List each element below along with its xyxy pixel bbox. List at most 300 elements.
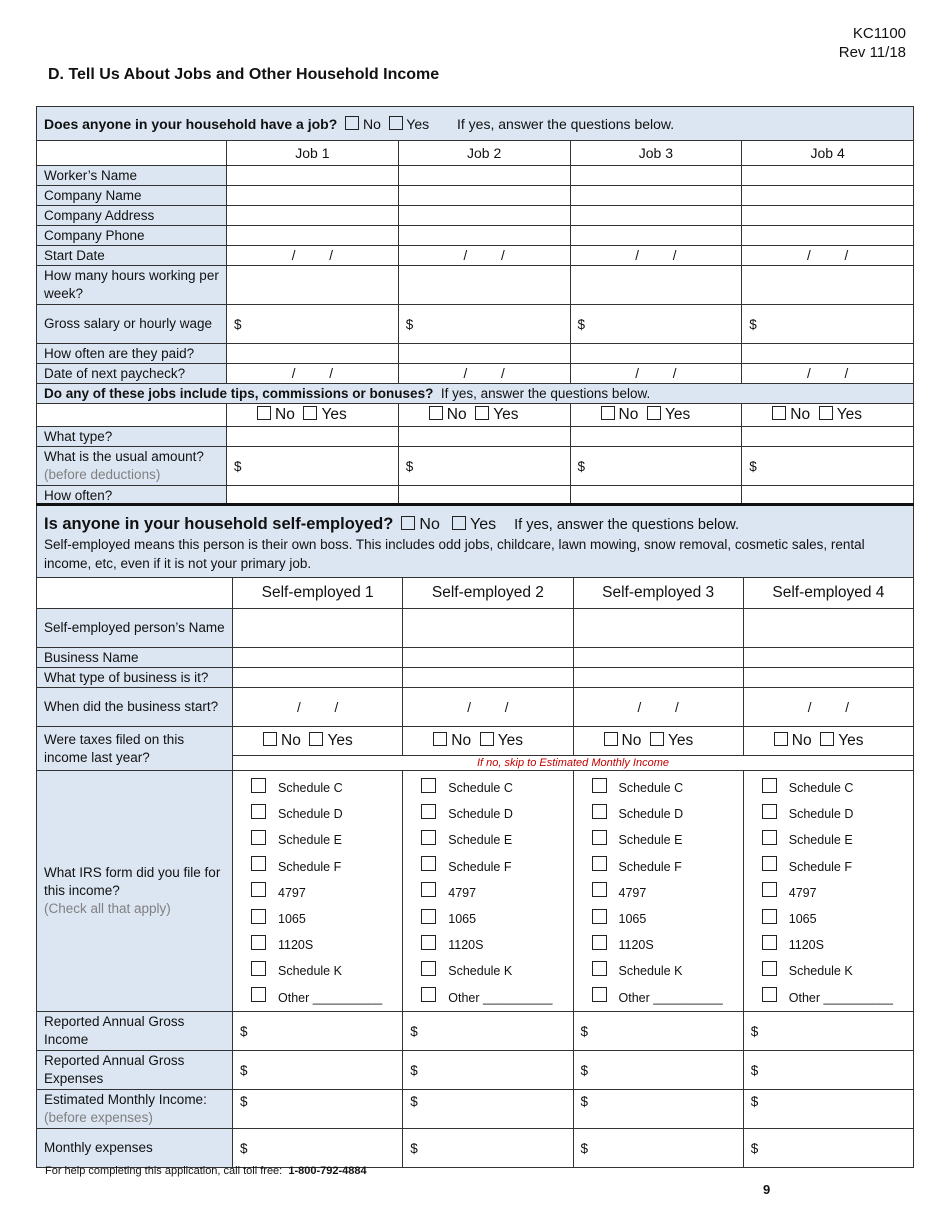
irs-option-checkbox[interactable]: [592, 830, 607, 845]
jobs-no-checkbox[interactable]: [345, 116, 359, 130]
self-employed-question-line: [44, 515, 906, 534]
se-business-name-field[interactable]: [233, 648, 403, 668]
gross-wage-field[interactable]: $: [227, 305, 399, 344]
tips-amount-label: What is the usual amount?: [44, 449, 204, 464]
irs-option: [762, 801, 906, 827]
irs-option-label: Other __________: [448, 990, 553, 1005]
se-irs-options-cell: [743, 771, 913, 1012]
irs-option: [762, 958, 906, 984]
irs-option: [762, 906, 906, 932]
next-paycheck-field[interactable]: / /: [227, 364, 399, 384]
se-taxes-no-checkbox[interactable]: [263, 732, 277, 746]
se-taxes-row: [37, 727, 914, 756]
se-person-name-field[interactable]: [573, 609, 743, 648]
se-annual-income-field[interactable]: $: [403, 1012, 573, 1051]
tips-yes-checkbox[interactable]: [303, 406, 317, 420]
irs-option-label: 4797: [618, 885, 647, 900]
se-irs-options-cell: [233, 771, 403, 1012]
irs-option-label: Other __________: [278, 990, 383, 1005]
irs-option: [251, 854, 395, 880]
irs-option-label: Schedule E: [788, 833, 853, 848]
footer-phone: 1-800-792-4884: [288, 1165, 367, 1177]
se-taxes-yes-label: Yes: [327, 732, 353, 749]
se-monthly-expenses-field[interactable]: $: [403, 1129, 573, 1168]
se-header-blank: [37, 578, 233, 609]
irs-option: [592, 827, 736, 853]
se-business-name-label: Business Name: [37, 648, 233, 668]
tips-amount-note: (before deductions): [44, 467, 161, 482]
se-taxes-yes-checkbox[interactable]: [480, 732, 494, 746]
tips-amount-field[interactable]: $: [742, 447, 914, 486]
se-business-start-field[interactable]: / /: [743, 688, 913, 727]
irs-option-label: Schedule E: [448, 833, 513, 848]
worker-name-row: [37, 166, 914, 186]
self-employed-no-label: No: [419, 515, 440, 533]
irs-option-label: Schedule F: [448, 859, 512, 874]
irs-option-checkbox[interactable]: [421, 961, 436, 976]
company-name-field[interactable]: [227, 186, 399, 206]
footer-help-text: For help completing this application, call toll free:: [45, 1165, 283, 1177]
hours-field[interactable]: [227, 266, 399, 305]
irs-option: [251, 775, 395, 801]
company-name-label: Company Name: [37, 186, 227, 206]
form-revision: Rev 11/18: [838, 44, 906, 61]
tips-no-checkbox[interactable]: [429, 406, 443, 420]
irs-option-checkbox[interactable]: [251, 856, 266, 871]
tips-no-label: No: [618, 406, 639, 423]
irs-option: [421, 958, 565, 984]
irs-option-checkbox[interactable]: [251, 778, 266, 793]
tips-yes-label: Yes: [664, 406, 691, 423]
company-phone-field[interactable]: [742, 226, 914, 246]
jobs-no-label: No: [362, 115, 381, 132]
irs-option-label: Schedule F: [788, 859, 852, 874]
irs-option-label: Schedule E: [278, 833, 342, 848]
se-monthly-income-label-cell: [37, 1090, 233, 1129]
worker-name-field[interactable]: [742, 166, 914, 186]
se-irs-form-note: (Check all that apply): [44, 901, 171, 916]
start-date-field[interactable]: / /: [570, 246, 742, 266]
jobs-instruction: If yes, answer the questions below.: [457, 115, 675, 132]
tips-noyes-blank: [37, 404, 227, 427]
irs-option: [592, 906, 736, 932]
gross-wage-field[interactable]: $: [570, 305, 742, 344]
irs-option-checkbox[interactable]: [762, 778, 777, 793]
tips-question-row: [37, 384, 914, 404]
worker-name-field[interactable]: [227, 166, 399, 186]
irs-option-checkbox[interactable]: [251, 830, 266, 845]
se-business-start-field[interactable]: / /: [403, 688, 573, 727]
tips-amount-field[interactable]: $: [570, 447, 742, 486]
tips-question: Do any of these jobs include tips, commissions or bonuses?: [44, 386, 434, 401]
irs-option: [592, 985, 736, 1011]
se-taxes-no-label: No: [281, 732, 301, 749]
irs-option-label: Schedule E: [618, 833, 683, 848]
se-person-name-field[interactable]: [403, 609, 573, 648]
se-business-name-field[interactable]: [743, 648, 913, 668]
se-business-name-field[interactable]: [573, 648, 743, 668]
irs-option: [421, 854, 565, 880]
form-code-block: [839, 24, 906, 62]
se-monthly-income-field[interactable]: $: [573, 1090, 743, 1129]
se-business-type-field[interactable]: [573, 668, 743, 688]
job-2-header: Job 2: [398, 141, 570, 166]
irs-option-checkbox[interactable]: [421, 856, 436, 871]
tips-type-field[interactable]: [742, 427, 914, 447]
pay-frequency-label: How often are they paid?: [37, 344, 227, 364]
worker-name-field[interactable]: [570, 166, 742, 186]
irs-option-checkbox[interactable]: [421, 987, 436, 1002]
irs-option: [421, 880, 565, 906]
tips-instruction: If yes, answer the questions below.: [440, 386, 651, 401]
irs-option-checkbox[interactable]: [421, 804, 436, 819]
irs-option-label: Schedule D: [278, 807, 343, 822]
irs-option-label: 1065: [618, 912, 647, 927]
se-monthly-expenses-row: [37, 1129, 914, 1168]
self-employed-no-checkbox[interactable]: [401, 516, 415, 530]
next-paycheck-field[interactable]: / /: [570, 364, 742, 384]
irs-option-checkbox[interactable]: [251, 961, 266, 976]
se-business-type-field[interactable]: [403, 668, 573, 688]
se-business-name-field[interactable]: [403, 648, 573, 668]
irs-option-checkbox[interactable]: [592, 804, 607, 819]
irs-option-label: 1120S: [618, 938, 654, 953]
company-phone-row: [37, 226, 914, 246]
tips-noyes-row: [37, 404, 914, 427]
se-taxes-no-label: No: [621, 732, 642, 749]
company-name-row: [37, 186, 914, 206]
company-phone-label: Company Phone: [37, 226, 227, 246]
irs-option-checkbox[interactable]: [762, 909, 777, 924]
irs-option-label: Schedule K: [448, 964, 513, 979]
se-taxes-no-checkbox[interactable]: [433, 732, 447, 746]
pay-frequency-field[interactable]: [570, 344, 742, 364]
irs-option-label: Schedule F: [278, 859, 342, 874]
irs-option-checkbox[interactable]: [251, 909, 266, 924]
irs-option: [762, 854, 906, 880]
se-taxes-noyes-cell: [403, 727, 573, 756]
company-phone-field[interactable]: [398, 226, 570, 246]
irs-option: [762, 932, 906, 958]
section-title: D. Tell Us About Jobs and Other Household Income: [48, 66, 440, 83]
se-annual-income-label: Reported Annual Gross Income: [37, 1012, 233, 1051]
next-paycheck-row: [37, 364, 914, 384]
irs-option-label: 1120S: [788, 938, 824, 953]
se-taxes-no-checkbox[interactable]: [604, 732, 618, 746]
irs-option: [251, 880, 395, 906]
tips-amount-label-cell: [37, 447, 227, 486]
se-taxes-yes-checkbox[interactable]: [650, 732, 664, 746]
irs-option: [251, 827, 395, 853]
se-taxes-no-checkbox[interactable]: [774, 732, 788, 746]
company-address-field[interactable]: [742, 206, 914, 226]
jobs-table: [36, 106, 914, 506]
se-taxes-noyes-cell: [743, 727, 913, 756]
irs-option-checkbox[interactable]: [421, 909, 436, 924]
irs-option: [592, 775, 736, 801]
se-irs-options-cell: [573, 771, 743, 1012]
hours-field[interactable]: [398, 266, 570, 305]
irs-option-label: Schedule K: [618, 964, 683, 979]
irs-option-checkbox[interactable]: [762, 856, 777, 871]
hours-field[interactable]: [570, 266, 742, 305]
company-phone-field[interactable]: [570, 226, 742, 246]
se-irs-form-label: What IRS form did you file for this income?: [44, 865, 221, 898]
irs-option-label: Schedule C: [448, 781, 513, 796]
self-employed-yes-label: Yes: [469, 515, 497, 533]
tips-noyes-cell: [398, 404, 570, 427]
tips-amount-field[interactable]: $: [398, 447, 570, 486]
irs-option-checkbox[interactable]: [251, 804, 266, 819]
company-address-label: Company Address: [37, 206, 227, 226]
tips-no-checkbox[interactable]: [772, 406, 786, 420]
se-irs-form-label-cell: [37, 771, 233, 1012]
start-date-field[interactable]: / /: [742, 246, 914, 266]
irs-option-label: 4797: [448, 885, 477, 900]
form-code: KC1100: [852, 25, 906, 42]
se-business-name-row: [37, 648, 914, 668]
se-2-header: Self-employed 2: [403, 578, 573, 609]
irs-option-label: Schedule K: [278, 964, 342, 979]
start-date-field[interactable]: / /: [227, 246, 399, 266]
tips-noyes-cell: [227, 404, 399, 427]
irs-option-checkbox[interactable]: [421, 830, 436, 845]
gross-wage-row: [37, 305, 914, 344]
self-employed-instruction: If yes, answer the questions below.: [514, 516, 740, 533]
se-monthly-expenses-field[interactable]: $: [743, 1129, 913, 1168]
tips-no-label: No: [790, 406, 811, 423]
next-paycheck-label: Date of next paycheck?: [37, 364, 227, 384]
se-business-type-field[interactable]: [233, 668, 403, 688]
se-business-start-field[interactable]: / /: [233, 688, 403, 727]
self-employed-description: Self-employed means this person is their own boss. This includes odd jobs, childcare, lawn mowing, snow removal, cosmetic sales, rental income, etc, even if it is not your primary job.: [44, 536, 865, 571]
irs-option: [251, 932, 395, 958]
irs-option: [251, 801, 395, 827]
company-name-field[interactable]: [742, 186, 914, 206]
irs-option-label: Schedule C: [278, 781, 343, 796]
start-date-label: Start Date: [37, 246, 227, 266]
tips-type-field[interactable]: [570, 427, 742, 447]
worker-name-field[interactable]: [398, 166, 570, 186]
company-name-field[interactable]: [398, 186, 570, 206]
tips-amount-row: [37, 447, 914, 486]
gross-wage-label: Gross salary or hourly wage: [37, 305, 227, 344]
tips-yes-checkbox[interactable]: [475, 406, 489, 420]
se-monthly-expenses-label: Monthly expenses: [37, 1129, 233, 1168]
se-annual-income-field[interactable]: $: [573, 1012, 743, 1051]
tips-amount-field[interactable]: $: [227, 447, 399, 486]
se-4-header: Self-employed 4: [743, 578, 913, 609]
irs-option-checkbox[interactable]: [421, 935, 436, 950]
jobs-question-row: [37, 107, 914, 141]
se-taxes-noyes-cell: [573, 727, 743, 756]
tips-type-field[interactable]: [227, 427, 399, 447]
irs-option: [762, 880, 906, 906]
jobs-header-blank: [37, 141, 227, 166]
se-taxes-no-label: No: [451, 732, 472, 749]
tips-yes-label: Yes: [493, 406, 519, 423]
irs-option-checkbox[interactable]: [762, 961, 777, 976]
tips-no-checkbox[interactable]: [601, 406, 615, 420]
irs-option: [592, 958, 736, 984]
irs-option-checkbox[interactable]: [762, 935, 777, 950]
company-address-field[interactable]: [227, 206, 399, 226]
se-monthly-income-field[interactable]: $: [403, 1090, 573, 1129]
se-irs-form-row: [37, 771, 914, 1012]
se-annual-expenses-field[interactable]: $: [743, 1051, 913, 1090]
irs-option-label: Schedule K: [788, 964, 853, 979]
se-person-name-row: [37, 609, 914, 648]
irs-option-label: 4797: [788, 885, 817, 900]
irs-option: [762, 827, 906, 853]
pay-frequency-row: [37, 344, 914, 364]
se-taxes-yes-checkbox[interactable]: [820, 732, 834, 746]
irs-option: [421, 827, 565, 853]
irs-option-checkbox[interactable]: [592, 961, 607, 976]
se-business-start-row: [37, 688, 914, 727]
se-person-name-label: Self-employed person’s Name: [37, 609, 233, 648]
se-person-name-field[interactable]: [233, 609, 403, 648]
se-annual-expenses-label: Reported Annual Gross Expenses: [37, 1051, 233, 1090]
irs-option: [762, 775, 906, 801]
irs-option-label: Other __________: [618, 990, 723, 1005]
hours-field[interactable]: [742, 266, 914, 305]
irs-option-label: 1065: [448, 912, 477, 927]
se-business-start-field[interactable]: / /: [573, 688, 743, 727]
irs-option-checkbox[interactable]: [251, 882, 266, 897]
tips-noyes-cell: [570, 404, 742, 427]
self-employed-header-cell: [37, 505, 914, 578]
se-1-header: Self-employed 1: [233, 578, 403, 609]
pay-frequency-field[interactable]: [398, 344, 570, 364]
start-date-row: [37, 246, 914, 266]
irs-option-checkbox[interactable]: [762, 830, 777, 845]
se-annual-expenses-row: [37, 1051, 914, 1090]
irs-option-checkbox[interactable]: [592, 882, 607, 897]
irs-option-checkbox[interactable]: [592, 909, 607, 924]
se-monthly-expenses-field[interactable]: $: [573, 1129, 743, 1168]
se-annual-expenses-field[interactable]: $: [233, 1051, 403, 1090]
irs-option-checkbox[interactable]: [592, 856, 607, 871]
irs-option-label: Schedule C: [788, 781, 854, 796]
irs-option: [592, 880, 736, 906]
se-monthly-income-label: Estimated Monthly Income:: [44, 1092, 207, 1107]
irs-option-label: Other __________: [788, 990, 894, 1005]
job-4-header: Job 4: [742, 141, 914, 166]
pay-frequency-field[interactable]: [227, 344, 399, 364]
se-column-header-row: [37, 578, 914, 609]
tips-yes-label: Yes: [836, 406, 862, 423]
irs-option-label: Schedule C: [618, 781, 684, 796]
se-taxes-yes-label: Yes: [497, 732, 523, 749]
irs-option: [592, 932, 736, 958]
se-business-type-label: What type of business is it?: [37, 668, 233, 688]
irs-option-label: Schedule F: [618, 859, 682, 874]
irs-option-checkbox[interactable]: [592, 987, 607, 1002]
irs-option: [251, 906, 395, 932]
company-address-field[interactable]: [398, 206, 570, 226]
self-employed-yes-checkbox[interactable]: [452, 516, 466, 530]
irs-option-checkbox[interactable]: [762, 987, 777, 1002]
se-person-name-field[interactable]: [743, 609, 913, 648]
se-taxes-yes-checkbox[interactable]: [309, 732, 323, 746]
next-paycheck-field[interactable]: / /: [398, 364, 570, 384]
se-3-header: Self-employed 3: [573, 578, 743, 609]
se-annual-income-field[interactable]: $: [233, 1012, 403, 1051]
irs-option-checkbox[interactable]: [592, 778, 607, 793]
page-number: 9: [763, 1182, 771, 1197]
irs-option: [592, 801, 736, 827]
se-monthly-income-field[interactable]: $: [233, 1090, 403, 1129]
se-taxes-yes-label: Yes: [838, 732, 864, 749]
se-skip-note: If no, skip to Estimated Monthly Income: [233, 756, 914, 771]
tips-noyes-cell: [742, 404, 914, 427]
tips-no-label: No: [275, 406, 295, 423]
irs-option-checkbox[interactable]: [421, 778, 436, 793]
company-name-field[interactable]: [570, 186, 742, 206]
self-employed-question: Is anyone in your household self-employed?: [44, 514, 394, 533]
company-address-field[interactable]: [570, 206, 742, 226]
irs-option: [421, 775, 565, 801]
irs-option-checkbox[interactable]: [762, 882, 777, 897]
se-taxes-no-label: No: [791, 732, 812, 749]
tips-type-field[interactable]: [398, 427, 570, 447]
pay-frequency-field[interactable]: [742, 344, 914, 364]
tips-yes-checkbox[interactable]: [819, 406, 833, 420]
self-employed-table: [36, 503, 914, 1168]
irs-option-checkbox[interactable]: [251, 935, 266, 950]
se-irs-options-cell: [403, 771, 573, 1012]
footer-help: [45, 1165, 367, 1177]
hours-row: [37, 266, 914, 305]
jobs-yes-checkbox[interactable]: [389, 116, 403, 130]
irs-option-checkbox[interactable]: [251, 987, 266, 1002]
tips-frequency-label: How often?: [37, 486, 227, 506]
start-date-field[interactable]: / /: [398, 246, 570, 266]
irs-option-label: Schedule D: [788, 807, 854, 822]
tips-yes-checkbox[interactable]: [647, 406, 661, 420]
irs-option-label: 1120S: [448, 938, 484, 953]
irs-option: [421, 985, 565, 1011]
se-monthly-income-field[interactable]: $: [743, 1090, 913, 1129]
irs-option-label: Schedule D: [618, 807, 684, 822]
irs-option: [421, 932, 565, 958]
se-business-type-field[interactable]: [743, 668, 913, 688]
gross-wage-field[interactable]: $: [398, 305, 570, 344]
irs-option: [251, 985, 395, 1011]
irs-option-checkbox[interactable]: [421, 882, 436, 897]
irs-option-checkbox[interactable]: [762, 804, 777, 819]
next-paycheck-field[interactable]: / /: [742, 364, 914, 384]
hours-label: How many hours working per week?: [37, 266, 227, 305]
tips-no-checkbox[interactable]: [257, 406, 271, 420]
company-address-row: [37, 206, 914, 226]
se-annual-income-field[interactable]: $: [743, 1012, 913, 1051]
irs-option-checkbox[interactable]: [592, 935, 607, 950]
se-annual-expenses-field[interactable]: $: [403, 1051, 573, 1090]
irs-option-label: 1065: [278, 912, 306, 927]
tips-type-row: [37, 427, 914, 447]
tips-question-cell: [37, 384, 914, 404]
se-monthly-income-note: (before expenses): [44, 1110, 153, 1125]
se-monthly-expenses-field[interactable]: $: [233, 1129, 403, 1168]
tips-yes-label: Yes: [321, 406, 347, 423]
irs-option: [421, 906, 565, 932]
gross-wage-field[interactable]: $: [742, 305, 914, 344]
irs-option: [421, 801, 565, 827]
se-annual-expenses-field[interactable]: $: [573, 1051, 743, 1090]
company-phone-field[interactable]: [227, 226, 399, 246]
